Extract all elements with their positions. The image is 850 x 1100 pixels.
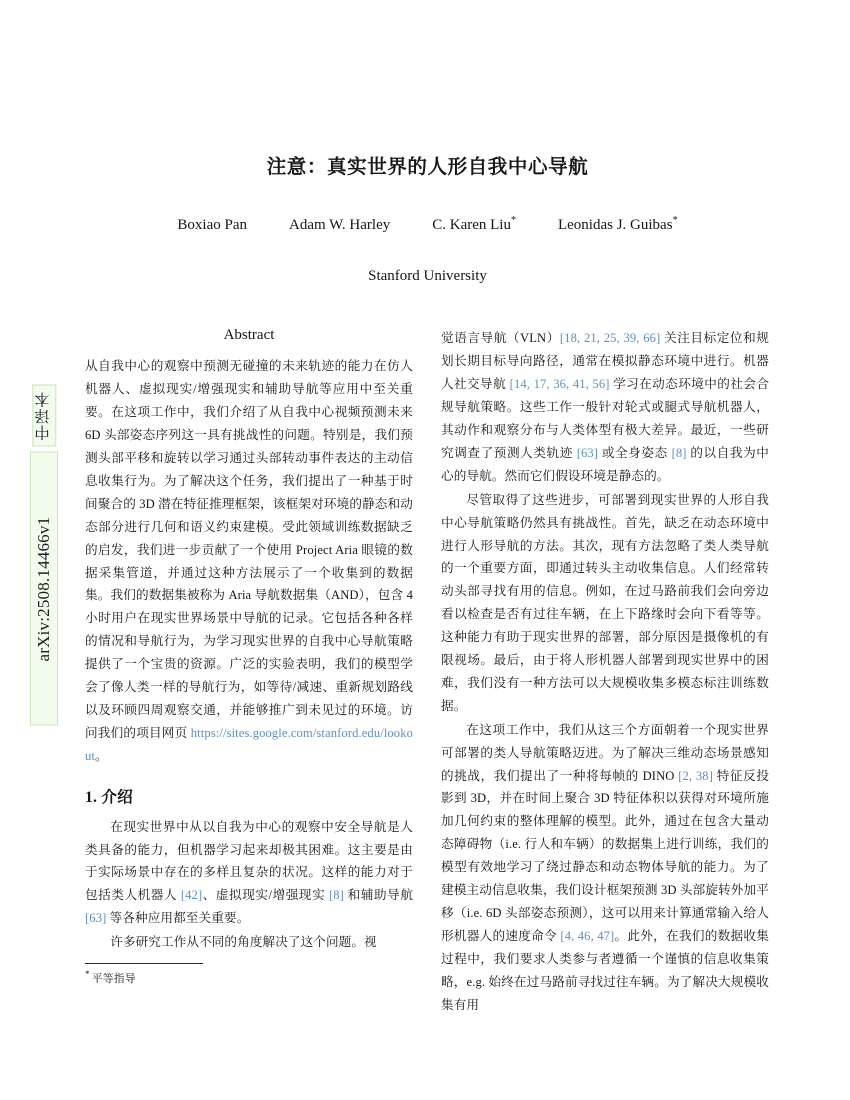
text-run: 和辅助导航	[343, 888, 414, 903]
paragraph	[85, 816, 413, 931]
text-run: 特征反投影到 3D，并在时间上聚合 3D 特征体积以获得对环境所施加几何约束的整体理解的模型。此外，通过在包含大量动态障碍物（i.e. 行人和车辆）的数据集上进行训练，我们的模型有效地学习了绕过静态和动态物体导航的能力。为了建模主动信息收集，我们设计框架预测 3D 头部旋转外加平移（i.e. 6D 头部姿态预测），这可以用来计算通常输入给人形机器人的速度命令	[441, 768, 770, 943]
abstract-heading: Abstract	[223, 327, 275, 344]
text-run: 、虚拟现实/增强现实	[202, 888, 329, 903]
author-name	[558, 217, 678, 234]
citation-link[interactable]: [42]	[180, 888, 203, 903]
text-run: 等各种应用都至关重要。	[106, 911, 250, 926]
project-url-link[interactable]: https://sites.google.com/stanford.edu/lookout	[85, 725, 413, 763]
author-name	[177, 217, 247, 234]
footnote-text	[85, 971, 413, 986]
chinese-translation-badge: 中译本	[32, 385, 56, 447]
column-right	[441, 327, 769, 1016]
paragraph	[441, 327, 769, 487]
author-label: Leonidas J. Guibas	[557, 217, 673, 234]
text-run: 在现实世界中从以自我为中心的观察中安全导航是人类具备的能力，但机器学习起来却极其困难。这主要是由于实际场景中存在的多样且复杂的状况。这样的能力对于包括类人机器人	[85, 819, 413, 903]
text-run: 在这项工作中，我们从这三个方面朝着一个现实世界可部署的类人导航策略迈进。为了解决三维动态场景感知的挑战，我们提出了一种将每帧的 DINO	[441, 722, 769, 783]
arxiv-stamp	[26, 385, 62, 725]
text-run: 觉语言导航（VLN）	[441, 331, 560, 346]
citation-link[interactable]: [18, 21, 25, 39, 66]	[559, 331, 661, 346]
citation-link[interactable]: [8]	[671, 445, 687, 460]
citation-link[interactable]: [8]	[328, 888, 344, 903]
citation-link[interactable]: [14, 17, 36, 41, 56]	[509, 377, 610, 392]
author-footnote-marker: *	[510, 215, 516, 227]
citation-link[interactable]: [2, 38]	[678, 768, 713, 783]
footnote-marker: *	[85, 969, 90, 980]
text-run: 学习在动态环境中的社会合规导航策略。这些工作一般针对轮式或腿式导航机器人，其动作和观察分布与人类体型有极大差异。最近，一些研究调查了预测人类轨迹	[441, 377, 770, 460]
text-run: 。此外，在我们的数据收集过程中，我们要求人类参与者遵循一个谨慎的信息收集策略，e.g. 始终在过马路前寻找过往车辆。为了解决大规模收集有用	[441, 928, 769, 1012]
text-run: 的以自我为中心的导航。然而它们假设环境是静态的。	[441, 445, 769, 483]
affiliation: Stanford University	[368, 268, 487, 285]
text-run: 尽管取得了这些进步，可部署到现实世界的人形自我中心导航策略仍然具有挑战性。首先，缺乏在动态环境中进行人形导航的方法。其次，现有方法忽略了类人类导航的一个重要方面，即通过转头主动收集信息。人们经常转动头部寻找有用的信息。例如，在过马路前我们会向旁边看以检查是否有过往车辆，在上下路缘时会向下看等等。这种能力有助于现实世界的部署，部分原因是摄像机的有限视场。最后，由于将人形机器人部署到现实世界中的困难，我们没有一种方法可以大规模收集多模态标注训练数据。	[441, 492, 769, 713]
paragraph	[85, 931, 413, 954]
text-run: 许多研究工作从不同的角度解决了这个问题。视	[110, 935, 377, 950]
footnote	[85, 963, 413, 986]
text-run: 。	[95, 748, 108, 763]
author-list	[85, 217, 770, 234]
author-name	[289, 217, 390, 234]
two-column-body	[85, 327, 770, 1016]
text-run: 从自我中心的观察中预测无碰撞的未来轨迹的能力在仿人机器人、虚拟现实/增强现实和辅助导航等应用中至关重要。在这项工作中，我们介绍了从自我中心视频预测未来 6D 头部姿态序列这一具有挑战性的问题。特别是，我们预测头部平移和旋转以学习通过头部转动事件表达的主动信息收集行为。为了解决这个任务，我们提出了一种基于时间聚合的 3D 潜在特征推理框架，该框架对环境的静态和动态部分进行几何和语义约束建模。受此领域训练数据缺乏的启发，我们进一步贡献了一个使用 Project Aria 眼镜的数据采集管道，并通过这种方法展示了一个收集到的数据集。我们的数据集被称为 Aria 导航数据集（AND），包含 4 小时用户在现实世界场景中导航的记录。它包括各种各样的情况和导航行为，为学习现实世界的自我中心导航策略提供了一个宝贵的资源。广泛的实验表明，我们的模型学会了像人类一样的导航行为，如等待/减速、重新规划路线以及环顾四周观察交通，并能够推广到未见过的环境。访问我们的项目网页	[85, 359, 413, 740]
footnote-divider	[85, 963, 203, 964]
text-run: 关注目标定位和规划长期目标导向路径，通常在模拟静态环境中进行。机器人社交导航	[441, 331, 769, 392]
paragraph	[441, 719, 769, 1017]
author-name	[432, 217, 516, 234]
footnote-label: 平等指导	[91, 973, 136, 985]
author-label: Boxiao Pan	[177, 217, 248, 234]
citation-link[interactable]: [63]	[576, 445, 599, 460]
author-label: C. Karen Liu	[432, 217, 511, 234]
arxiv-identifier: arXiv:2508.14466v1	[30, 452, 58, 726]
paragraph	[441, 489, 769, 718]
page-title: 注意：真实世界的人形自我中心导航	[266, 157, 589, 178]
citation-link[interactable]: [63]	[85, 911, 107, 926]
abstract-text	[85, 355, 413, 767]
author-label: Adam W. Harley	[289, 217, 391, 234]
section-heading-introduction: 1. 介绍	[85, 788, 134, 806]
text-run: 或全身姿态	[598, 445, 672, 460]
author-footnote-marker: *	[672, 215, 678, 227]
citation-link[interactable]: [4, 46, 47]	[560, 928, 615, 943]
paper-page	[85, 0, 770, 1100]
column-left	[85, 327, 413, 1016]
